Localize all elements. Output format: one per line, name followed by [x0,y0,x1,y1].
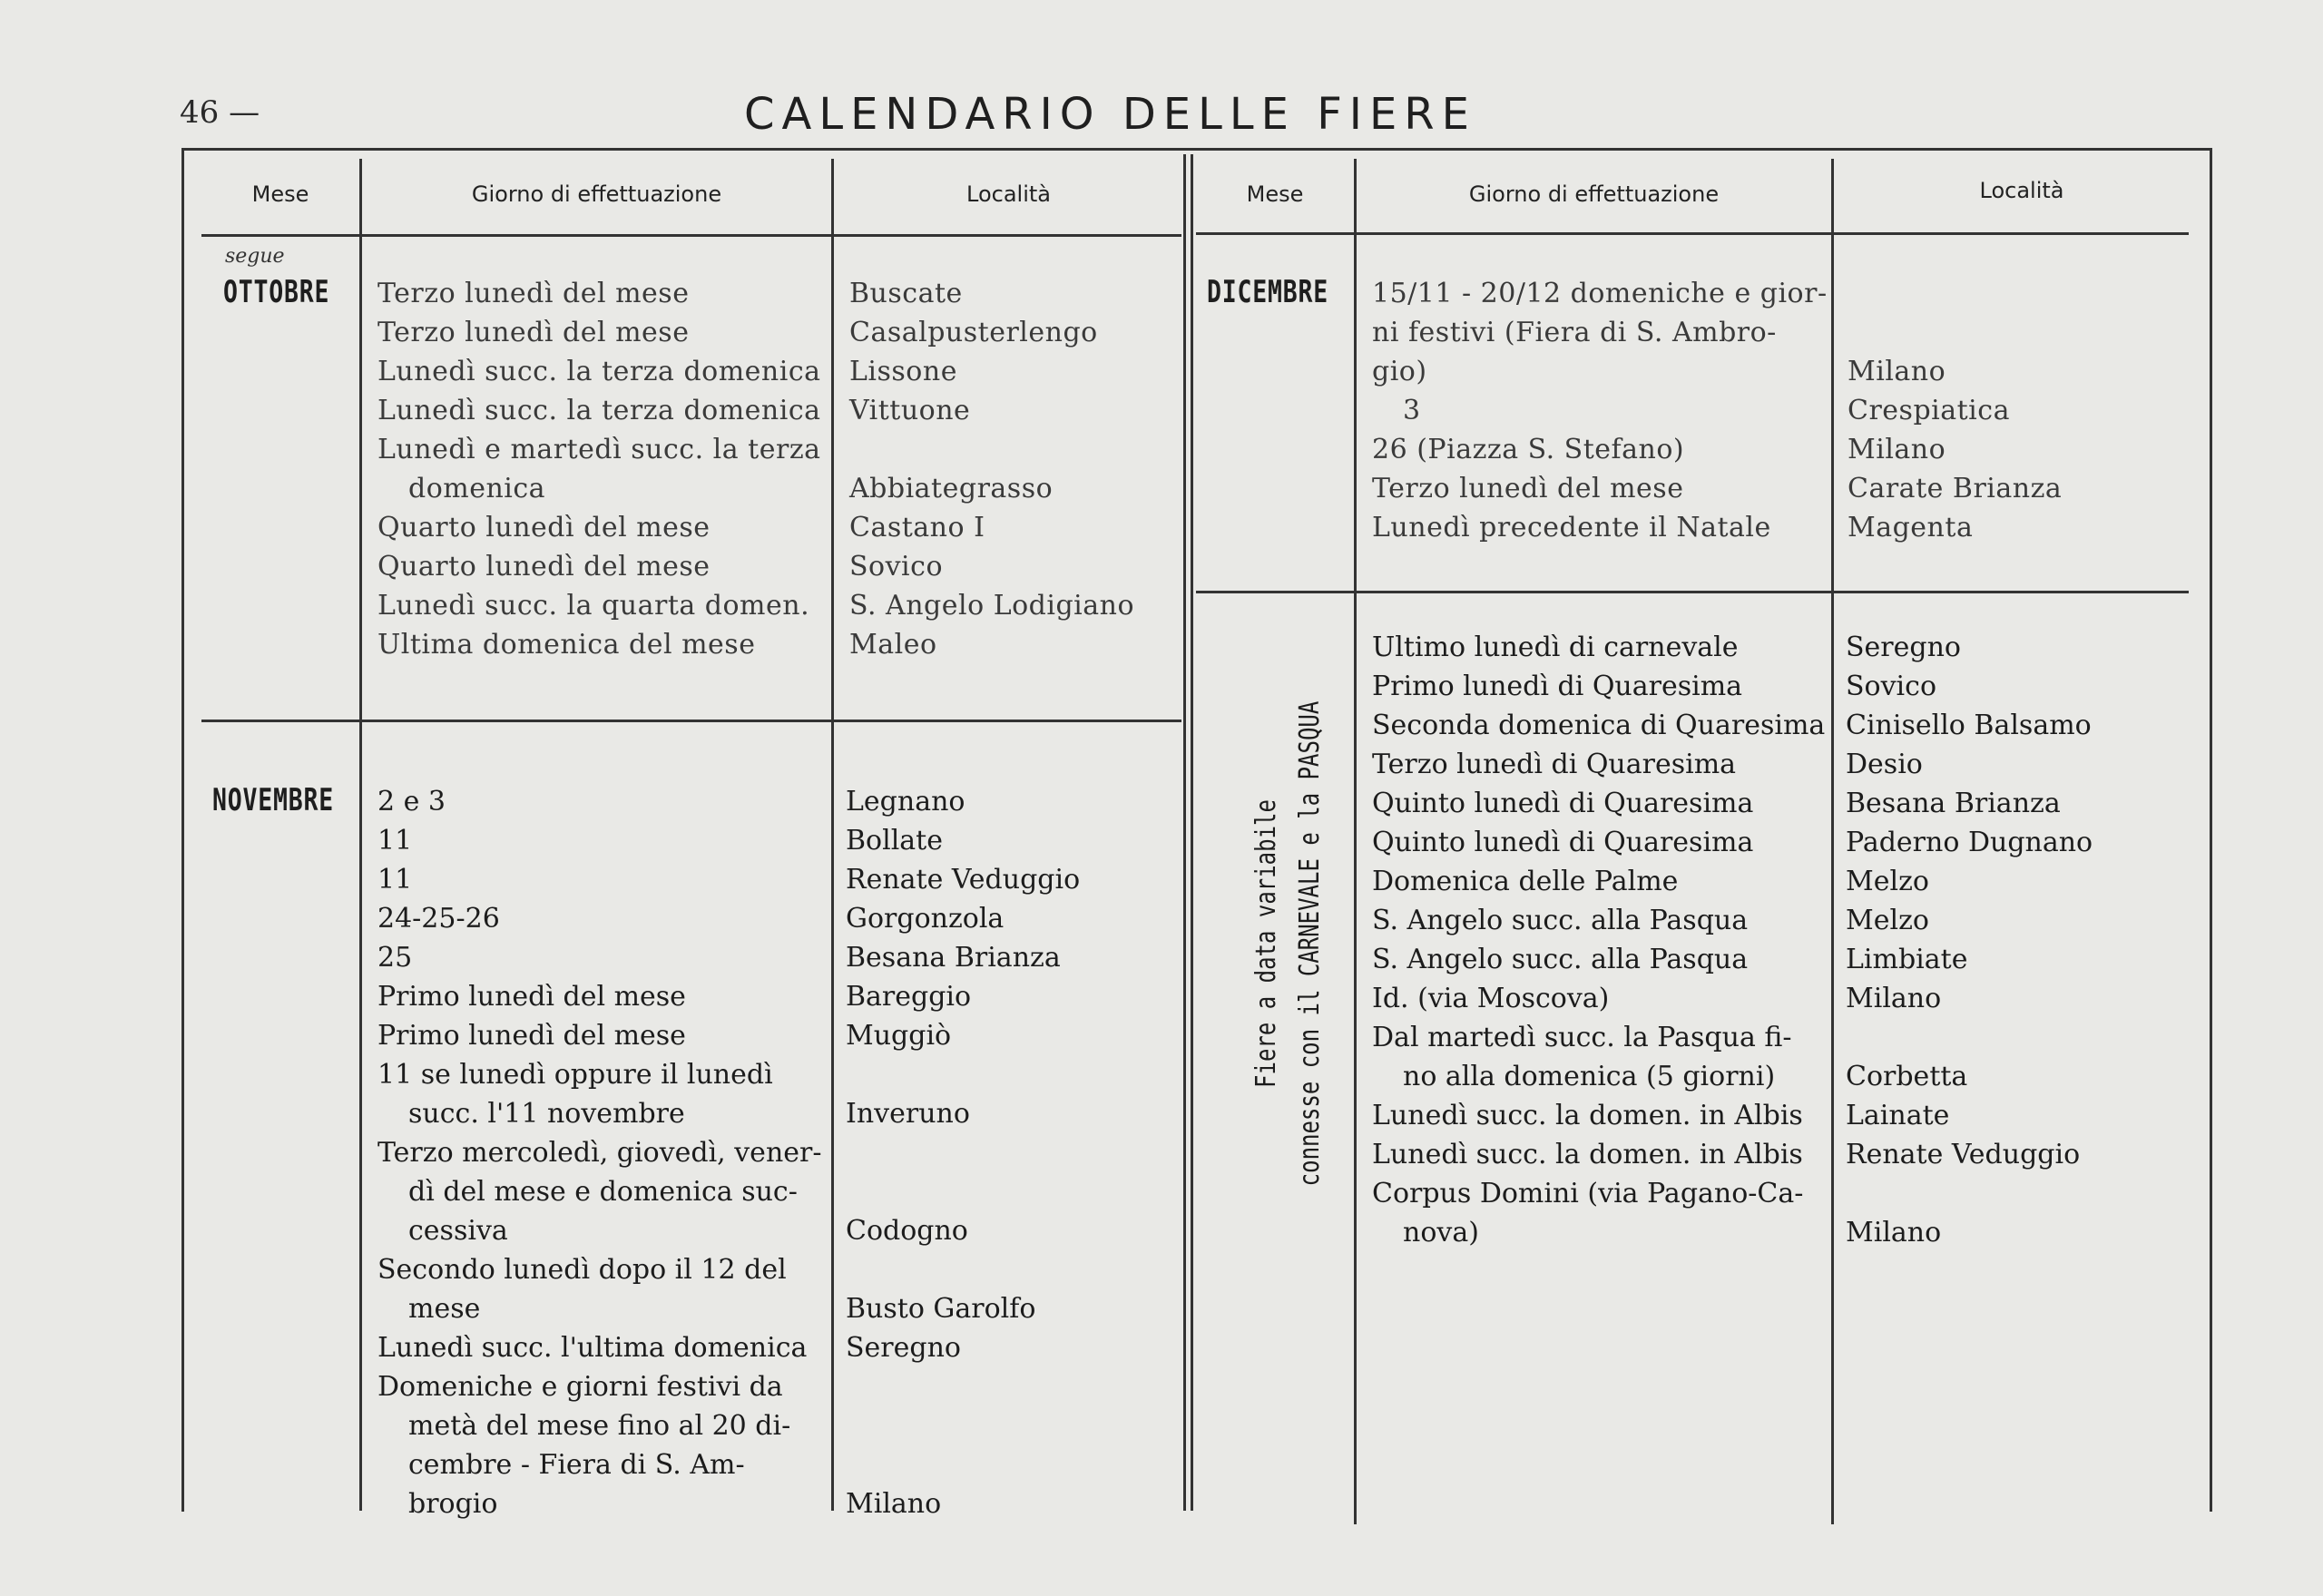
day-entry: no alla domenica (5 giorni) [1403,1061,1776,1092]
place-entry [846,1133,1080,1172]
day-entry: Corpus Domini (via Pagano-Ca- [1372,1178,1804,1209]
day-entry: S. Angelo succ. alla Pasqua [1372,905,1749,936]
day-entry: 11 [377,825,413,857]
day-entry: brogio [408,1488,498,1520]
outer-left-border [181,148,184,1512]
place-entry: Paderno Dugnano [1846,827,2093,858]
place-entry: Magenta [1848,512,1974,543]
dicembre-places-list [1848,274,2062,547]
place-entry: Sovico [849,551,944,583]
day-entry: Quinto lunedì di Quaresima [1372,788,1754,819]
day-entry: 11 [377,864,413,896]
day-entry: nova) [1403,1217,1479,1248]
novembre-days-list [377,782,822,1523]
place-entry [846,1055,1080,1094]
day-entry: metà del mese fino al 20 di- [408,1410,791,1442]
day-entry: Lunedì precedente il Natale [1372,512,1771,543]
day-entry: Ultimo lunedì di carnevale [1372,632,1739,663]
place-entry: Milano [846,1488,942,1520]
day-entry: dì del mese e domenica suc- [408,1176,798,1208]
place-entry [846,1445,1080,1484]
day-entry: domenica [408,473,546,504]
place-entry: Seregno [846,1332,961,1364]
place-entry: Codogno [846,1215,968,1247]
fiere-variabili-label [1225,685,1352,1202]
header-mese-left: Mese [251,181,309,207]
day-entry: Dal martedì succ. la Pasqua fi- [1372,1022,1792,1053]
header-localita-left: Località [966,181,1051,207]
place-entry: Besana Brianza [846,942,1061,974]
place-entry [846,1172,1080,1211]
day-entry: Primo lunedì del mese [377,981,686,1013]
place-entry: Seregno [1846,632,1961,663]
day-entry: Secondo lunedì dopo il 12 del [377,1254,787,1286]
header-divider-left [201,234,1181,237]
day-entry: 3 [1403,395,1421,426]
place-entry: Legnano [846,786,965,818]
header-giorno-left: Giorno di effettuazione [471,181,722,207]
day-entry: Domeniche e giorni festivi da [377,1371,783,1403]
header-mese-right: Mese [1246,181,1304,207]
place-entry: Inveruno [846,1098,970,1130]
day-entry: Ultima domenica del mese [377,629,756,661]
col-divider-giorno-left [831,159,834,1511]
place-entry: Milano [1848,434,1946,465]
novembre-places-list [846,782,1080,1523]
day-entry: 15/11 - 20/12 domeniche e gior- [1372,278,1828,309]
day-entry: Id. (via Moscova) [1372,983,1610,1014]
day-entry: cessiva [408,1215,508,1247]
day-entry: Lunedì e martedì succ. la terza [377,434,821,465]
place-entry: Milano [1848,356,1946,387]
day-entry: Lunedì succ. la quarta domen. [377,590,810,622]
variabili-places-list [1846,628,2093,1252]
col-divider-mese-left [359,159,362,1511]
center-double-line-b [1191,154,1193,1511]
ottobre-places-list [849,274,1134,664]
header-giorno-right: Giorno di effettuazione [1468,181,1720,207]
place-entry: Melzo [1846,866,1929,897]
page-title: CALENDARIO DELLE FIERE [744,89,1476,140]
day-entry: Lunedì succ. la terza domenica [377,395,821,426]
table-top-border [181,148,2210,151]
place-entry: Maleo [849,629,937,661]
place-entry: Besana Brianza [1846,788,2061,819]
variabili-label-line1: Fiere a data variabile [1250,799,1282,1088]
day-entry: ni festivi (Fiera di S. Ambro- [1372,317,1777,348]
place-entry [1848,313,2062,352]
day-entry: Lunedì succ. la domen. in Albis [1372,1100,1803,1131]
place-entry [846,1250,1080,1289]
place-entry: Lissone [849,356,957,387]
place-entry: Renate Veduggio [846,864,1081,896]
place-entry: Milano [1846,983,1942,1014]
day-entry: mese [408,1293,481,1325]
day-entry: Lunedì succ. la domen. in Albis [1372,1139,1803,1170]
day-entry: Terzo lunedì di Quaresima [1372,749,1737,780]
day-entry: 11 se lunedì oppure il lunedì [377,1059,773,1091]
page-number: 46 — [180,94,260,131]
day-entry: Terzo mercoledì, giovedì, vener- [377,1137,822,1169]
outer-right-border [2210,148,2212,1512]
place-entry: Vittuone [849,395,971,426]
place-entry [1846,1174,2093,1213]
place-entry [846,1406,1080,1445]
place-entry: Cinisello Balsamo [1846,710,2092,741]
day-entry: Primo lunedì di Quaresima [1372,671,1743,702]
place-entry: Abbiategrasso [849,473,1054,504]
place-entry [849,430,1134,469]
day-entry: S. Angelo succ. alla Pasqua [1372,944,1749,975]
header-divider-right [1196,232,2189,235]
variabili-days-list [1372,628,1825,1252]
place-entry: Busto Garolfo [846,1293,1036,1325]
day-entry: gio) [1372,356,1427,387]
day-entry: Quarto lunedì del mese [377,512,711,543]
place-entry: Castano I [849,512,985,543]
col-divider-mese-right [1354,159,1357,1524]
place-entry: S. Angelo Lodigiano [849,590,1135,622]
day-entry: cembre - Fiera di S. Am- [408,1449,745,1481]
place-entry: Gorgonzola [846,903,1005,935]
day-entry: 25 [377,942,413,974]
day-entry: 24-25-26 [377,903,500,935]
day-entry: Quinto lunedì di Quaresima [1372,827,1754,858]
place-entry [1848,274,2062,313]
day-entry: Domenica delle Palme [1372,866,1679,897]
place-entry: Renate Veduggio [1846,1139,2081,1170]
ottobre-novembre-divider [201,720,1181,722]
ottobre-days-list [377,274,821,664]
day-entry: Primo lunedì del mese [377,1020,686,1052]
col-divider-giorno-right [1831,159,1834,1524]
month-novembre: NOVEMBRE [212,782,334,818]
place-entry: Casalpusterlengo [849,317,1098,348]
day-entry: 2 e 3 [377,786,446,818]
place-entry: Limbiate [1846,944,1968,975]
place-entry: Desio [1846,749,1923,780]
place-entry: Milano [1846,1217,1942,1248]
day-entry: succ. l'11 novembre [408,1098,685,1130]
segue-label: segue [225,245,285,268]
center-double-line-a [1183,154,1186,1511]
place-entry [1846,1018,2093,1057]
day-entry: Seconda domenica di Quaresima [1372,710,1826,741]
variabili-label-line2: connesse con il CARNEVALE e la PASQUA [1294,700,1326,1187]
place-entry: Carate Brianza [1848,473,2063,504]
place-entry: Corbetta [1846,1061,1968,1092]
day-entry: Terzo lunedì del mese [377,278,690,309]
place-entry [846,1367,1080,1406]
place-entry: Bareggio [846,981,972,1013]
day-entry: 26 (Piazza S. Stefano) [1372,434,1685,465]
place-entry: Sovico [1846,671,1937,702]
place-entry: Bollate [846,825,943,857]
place-entry: Buscate [849,278,963,309]
place-entry: Muggiò [846,1020,952,1052]
day-entry: Quarto lunedì del mese [377,551,711,583]
day-entry: Terzo lunedì del mese [1372,473,1684,504]
dicembre-variabili-divider [1196,591,2189,593]
day-entry: Lunedì succ. l'ultima domenica [377,1332,808,1364]
month-ottobre: OTTOBRE [223,274,330,310]
place-entry: Lainate [1846,1100,1950,1131]
day-entry: Terzo lunedì del mese [377,317,690,348]
day-entry: Lunedì succ. la terza domenica [377,356,821,387]
month-dicembre: DICEMBRE [1207,274,1328,310]
dicembre-days-list [1372,274,1828,547]
header-localita-right: Località [1979,178,2064,203]
place-entry: Melzo [1846,905,1929,936]
place-entry: Crespiatica [1848,395,2010,426]
